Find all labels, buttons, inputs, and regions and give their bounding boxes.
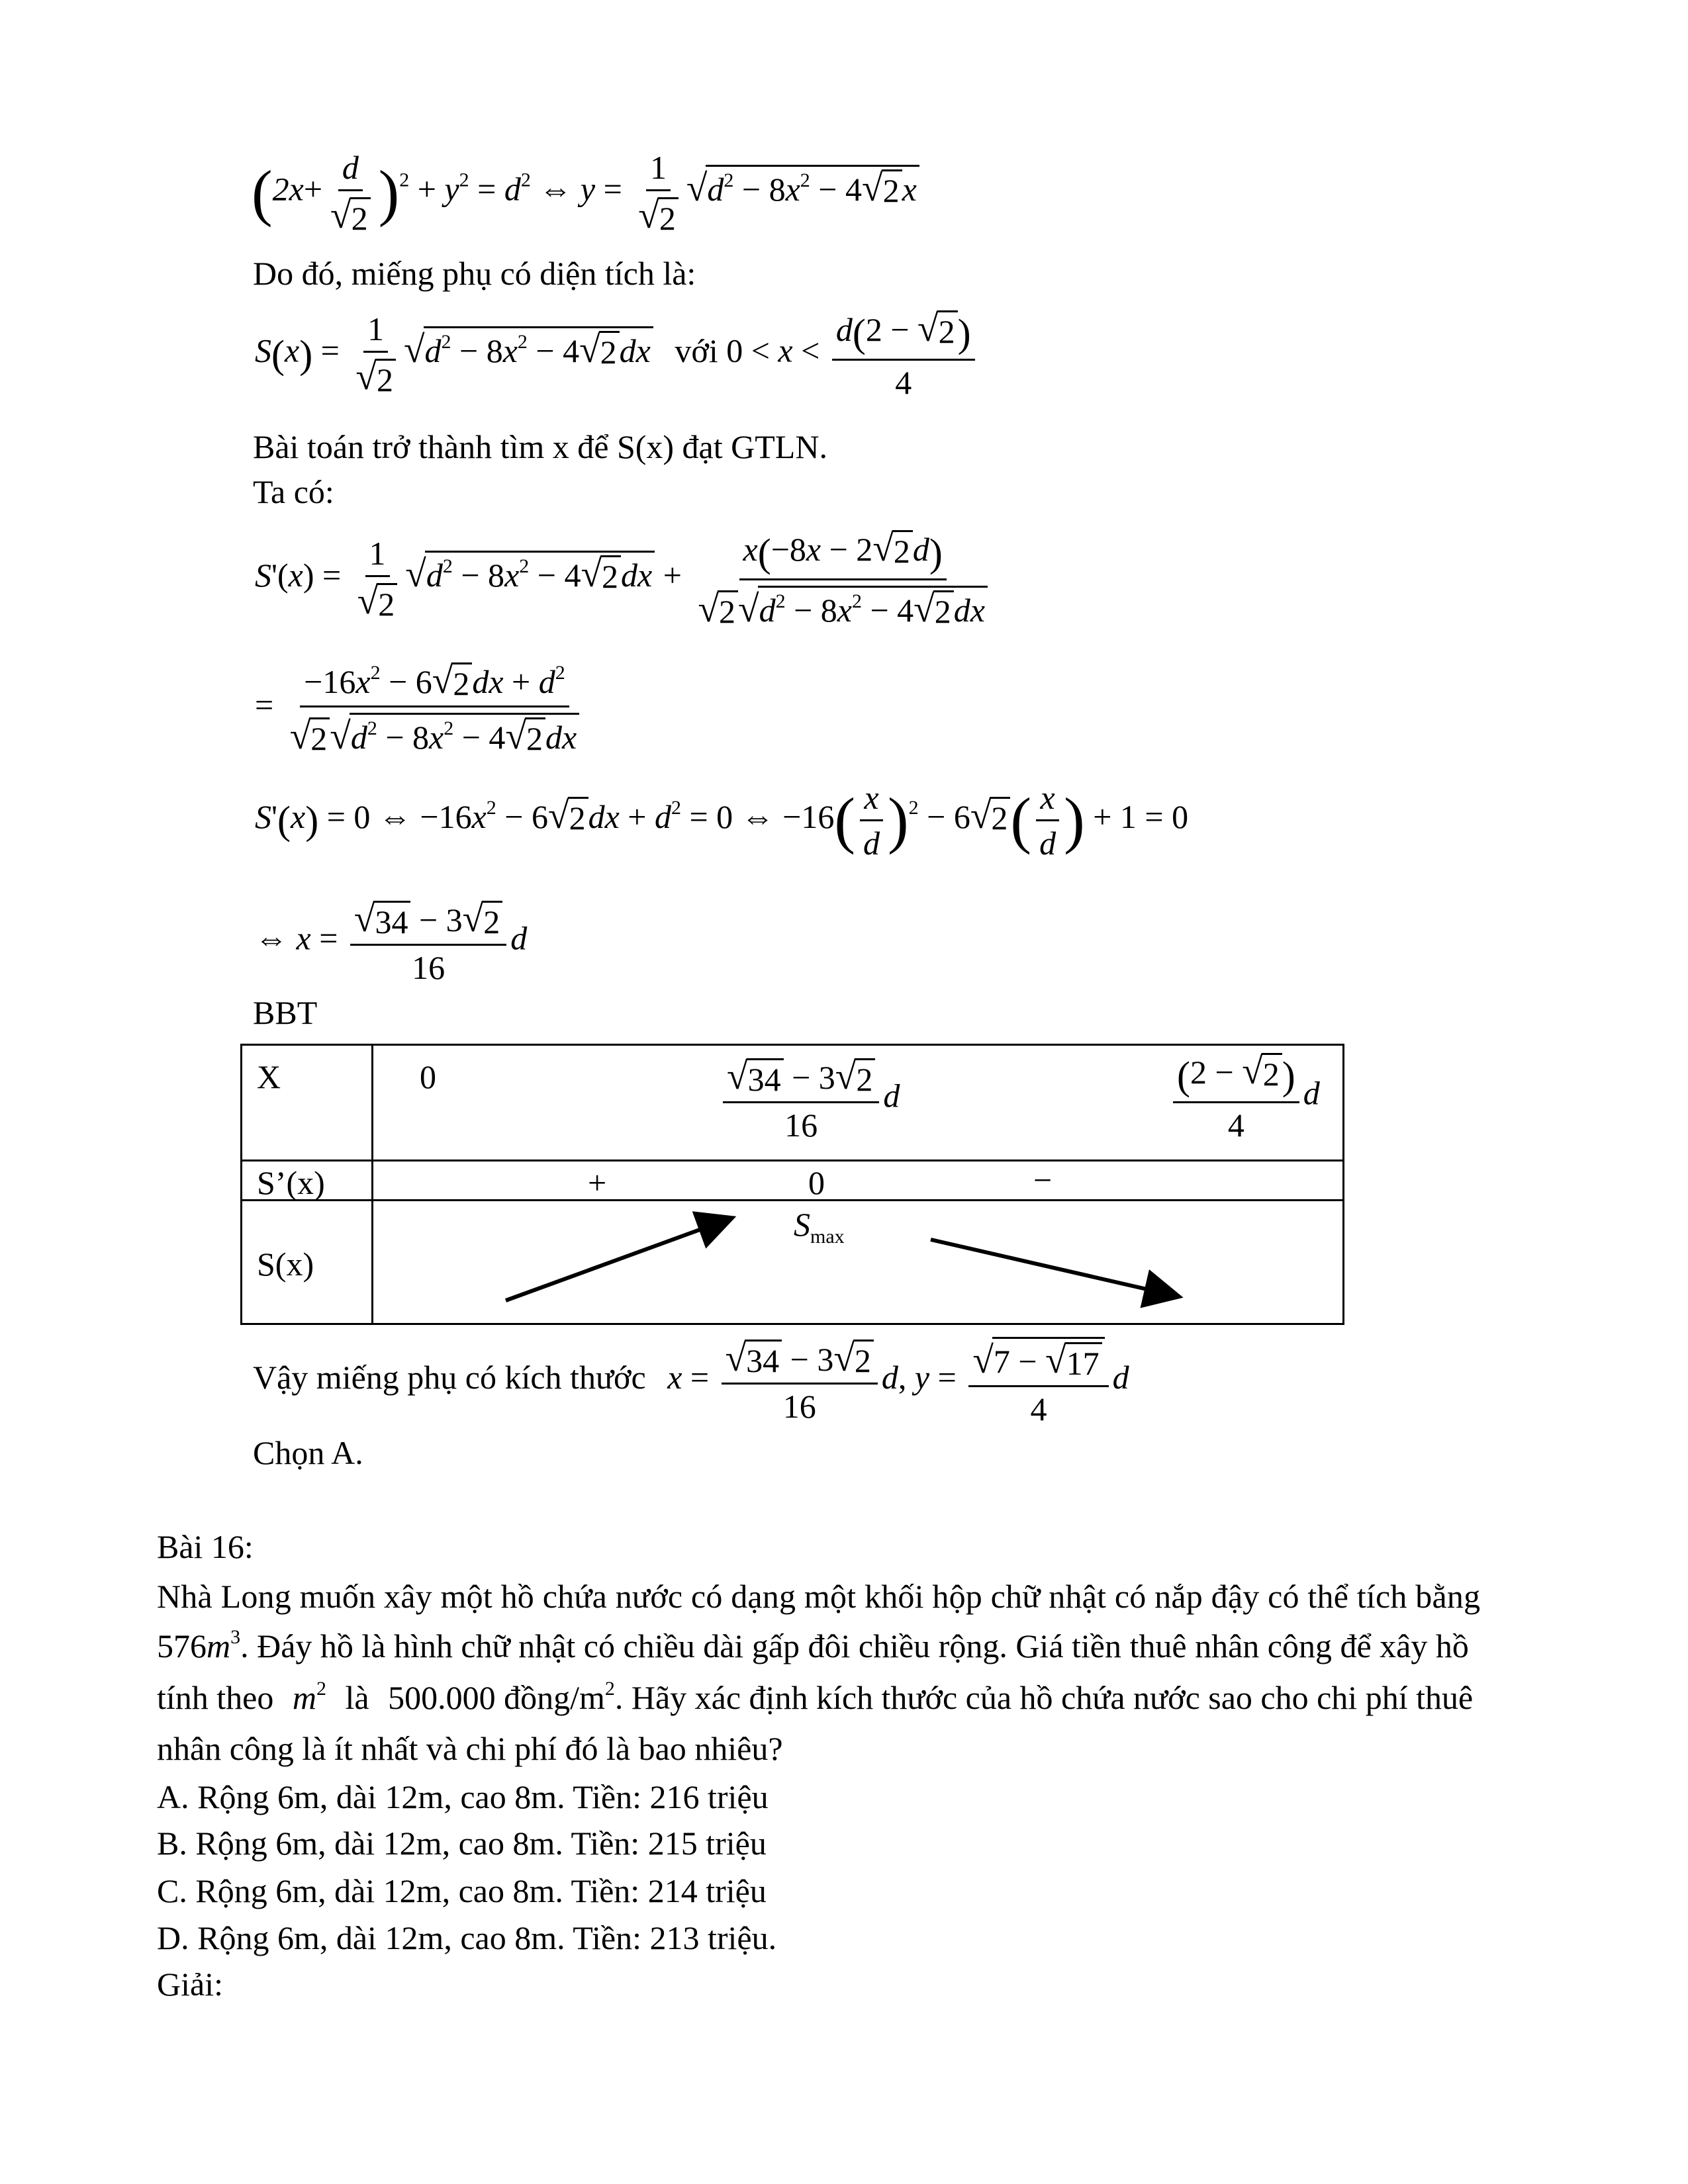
problem-line-3-a: tính theo: [157, 1679, 274, 1716]
text-do-do: Do đó, miếng phụ có diện tích là:: [253, 255, 696, 292]
text-chon: Chọn A.: [253, 1434, 363, 1471]
text-bai-toan: Bài toán trở thành tìm x để S(x) đạt GTLN.: [253, 428, 827, 465]
equation-root: S'(x) = 0 ⇔ $-16x^2 - 6$ √ 2 dx + $d^2 = 0$ ⇔ −16( $\frac{x}{d}$ )$^2$ − 6 √ 2 ( $\frac{x}{d}$ ) + 1 = 0: [255, 779, 1189, 862]
text-giai: Giải:: [157, 1966, 223, 2003]
row-label-s: S(x): [257, 1246, 314, 1283]
x-critical-value: √ 34 − 3 √ 2 16 d: [719, 1058, 900, 1142]
text-vay: Vậy miếng phụ có kích thước: [253, 1359, 646, 1396]
option-a: A. Rộng 6m, dài 12m, cao 8m. Tiền: 216 triệu: [157, 1778, 769, 1815]
problem-line-3: tính theo $m^2$ là 500.000 đồng/$m^2$. Hãy xác định kích thước của hồ chứa nước sao cho chi phí thuê: [157, 1678, 1474, 1716]
row-label-sprime: S’(x): [257, 1164, 325, 1201]
equation-derivative-2: = $-16x^2 - 6$ √ 2 dx + $d^2$ √ 2 √ $d^2 - 8x^2 - 4$ √ 2 dx: [255, 662, 587, 755]
arrow-decreasing-icon: [931, 1240, 1176, 1296]
conclusion-line: Vậy miếng phụ có kích thước x = √ 34 − 3 √ 2 16 d, y = √ 7 − √ 17 4 d: [253, 1337, 1129, 1428]
option-d: D. Rộng 6m, dài 12m, cao 8m. Tiền: 213 triệu.: [157, 1919, 777, 1956]
equation-1: (2x+ d √ 2 )$^2 + y^2 = d^2$ ⇔ y = 1 √ 2 √ $d^2 - 8x^2 - 4$ √ 2 x: [252, 151, 919, 235]
problem-line-3-e: . Hãy xác định kích thước của hồ chứa nước sao cho chi phí thuê: [614, 1679, 1474, 1716]
equation-s: S(x) = 1 √ 2 √ $d^2 - 8x^2 - 4$ √ 2 dx với 0 < x < d(2 − √ 2 ) 4: [255, 310, 979, 399]
sign-minus: −: [1033, 1161, 1053, 1199]
problem-line-3-d: đồng/m: [504, 1679, 605, 1716]
problem-heading: Bài 16:: [157, 1528, 254, 1565]
problem-line-4: nhân công là ít nhất và chi phí đó là bao nhiêu?: [157, 1730, 783, 1767]
row-label-x: X: [257, 1058, 281, 1095]
s-max-subscript: max: [810, 1226, 845, 1248]
x-end-value: (2 − √ 2 ) 4 d: [1169, 1052, 1320, 1142]
volume-value: 576: [157, 1627, 207, 1664]
option-b: B. Rộng 6m, dài 12m, cao 8m. Tiền: 215 triệu: [157, 1825, 767, 1862]
sign-plus: +: [588, 1164, 607, 1201]
arrow-increasing-icon: [506, 1219, 729, 1300]
text-bbt: BBT: [253, 994, 318, 1031]
price-value: 500.000: [388, 1679, 496, 1716]
text-voi: với: [675, 332, 718, 369]
option-c: C. Rộng 6m, dài 12m, cao 8m. Tiền: 214 triệu: [157, 1872, 767, 1909]
sign-zero: 0: [808, 1164, 825, 1201]
problem-line-2: $576m^3$. Đáy hồ là hình chữ nhật có chiều dài gấp đôi chiều rộng. Giá tiền thuê nhân công để xây hồ: [157, 1626, 1469, 1664]
variation-arrows: [242, 1046, 1346, 1327]
problem-line-3-b: là: [345, 1679, 369, 1716]
problem-line-1: Nhà Long muốn xây một hồ chứa nước có dạng một khối hộp chữ nhật có nắp đậy có thể tích bằng: [157, 1578, 1481, 1615]
problem-line-2-text: . Đáy hồ là hình chữ nhật có chiều dài gấp đôi chiều rộng. Giá tiền thuê nhân công để xây hồ: [240, 1627, 1469, 1664]
variation-table: [240, 1044, 1344, 1325]
x-start-value: 0: [420, 1058, 436, 1095]
s-max-symbol: S: [794, 1206, 810, 1243]
equation-derivative: S'(x) = 1 √ 2 √ $d^2 - 8x^2 - 4$ √ 2 dx + x(−8x − 2 √ 2 d) √ 2 √ $d^2 - 8x^2 - 4$ √ 2 dx: [255, 529, 996, 628]
text-ta-co: Ta có:: [253, 473, 334, 510]
equation-solution: ⇔ x = √ 34 − 3 √ 2 16 d: [255, 898, 528, 986]
